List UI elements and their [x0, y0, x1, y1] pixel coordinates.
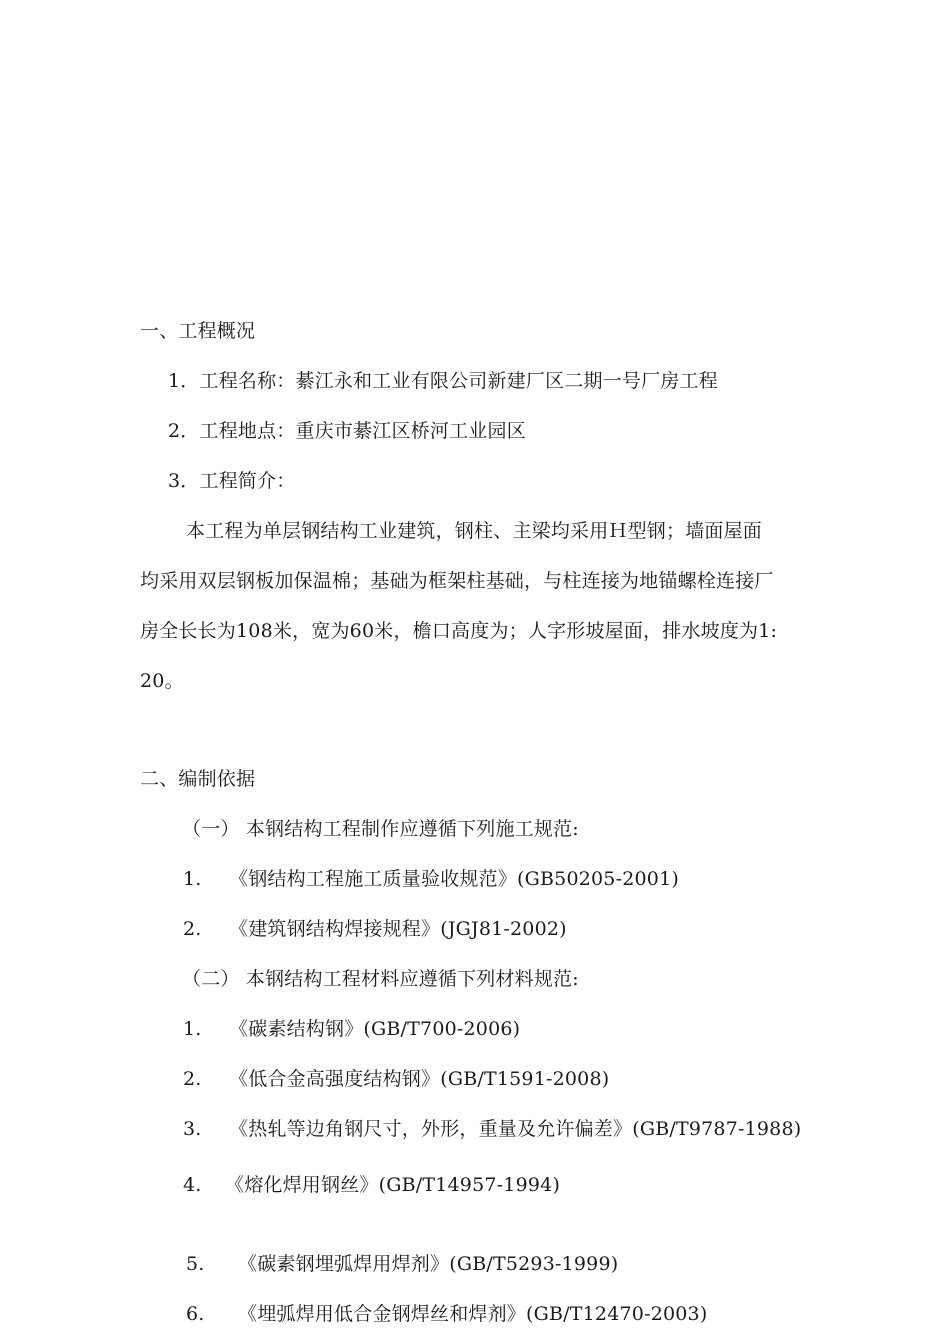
list-item-number: 4. — [183, 1174, 202, 1196]
list-item — [183, 917, 567, 941]
intro-paragraph-line-2: 均采用双层钢板加保温棉；基础为框架柱基础，与柱连接为地锚螺栓连接厂 — [140, 570, 774, 592]
project-intro-label: 3．工程简介： — [168, 470, 296, 492]
list-item — [183, 1017, 520, 1041]
group-title-material-codes: （二） 本钢结构工程材料应遵循下列材料规范: — [182, 968, 579, 990]
project-location-line: 2．工程地点：重庆市綦江区桥河工业园区 — [168, 420, 526, 442]
list-item-text: 《碳素结构钢》(GB/T700-2006) — [229, 1018, 521, 1040]
list-item-number: 5. — [186, 1253, 205, 1275]
list-item-text: 《建筑钢结构焊接规程》(JGJ81-2002) — [229, 918, 567, 940]
list-item-text: 《钢结构工程施工质量验收规范》(GB50205-2001) — [229, 868, 679, 890]
list-item-number: 2. — [183, 1068, 202, 1090]
list-item — [183, 1173, 560, 1197]
project-name-line: 1．工程名称：綦江永和工业有限公司新建厂区二期一号厂房工程 — [168, 370, 718, 392]
list-item — [183, 867, 679, 891]
section-heading-basis: 二、编制依据 — [140, 768, 256, 790]
intro-paragraph-line-4: 20。 — [140, 670, 184, 692]
list-item-number: 2. — [183, 918, 202, 940]
list-item-number: 1. — [183, 868, 202, 890]
list-item-text: 《埋弧焊用低合金钢焊丝和焊剂》(GB/T12470-2003) — [238, 1303, 708, 1325]
list-item — [186, 1302, 707, 1326]
intro-paragraph-line-1: 本工程为单层钢结构工业建筑，钢柱、主梁均采用Ｈ型钢；墙面屋面 — [186, 520, 763, 542]
list-item — [183, 1117, 801, 1141]
list-item-text: 《熔化焊用钢丝》(GB/T14957-1994) — [225, 1174, 561, 1196]
section-heading-overview: 一、工程概况 — [140, 320, 256, 342]
list-item — [183, 1067, 609, 1091]
list-item-number: 6. — [186, 1303, 205, 1325]
list-item-number: 1. — [183, 1018, 202, 1040]
list-item-text: 《碳素钢埋弧焊用焊剂》(GB/T5293-1999) — [238, 1253, 619, 1275]
list-item-text: 《热轧等边角钢尺寸，外形，重量及允许偏差》(GB/T9787-1988) — [229, 1118, 802, 1140]
group-title-construction-codes: （一） 本钢结构工程制作应遵循下列施工规范: — [182, 818, 579, 840]
list-item-text: 《低合金高强度结构钢》(GB/T1591-2008) — [229, 1068, 610, 1090]
intro-paragraph-line-3: 房全长长为108米，宽为60米，檐口高度为；人字形坡屋面，排水坡度为1: — [140, 620, 778, 642]
list-item — [186, 1252, 618, 1276]
list-item-number: 3. — [183, 1118, 202, 1140]
